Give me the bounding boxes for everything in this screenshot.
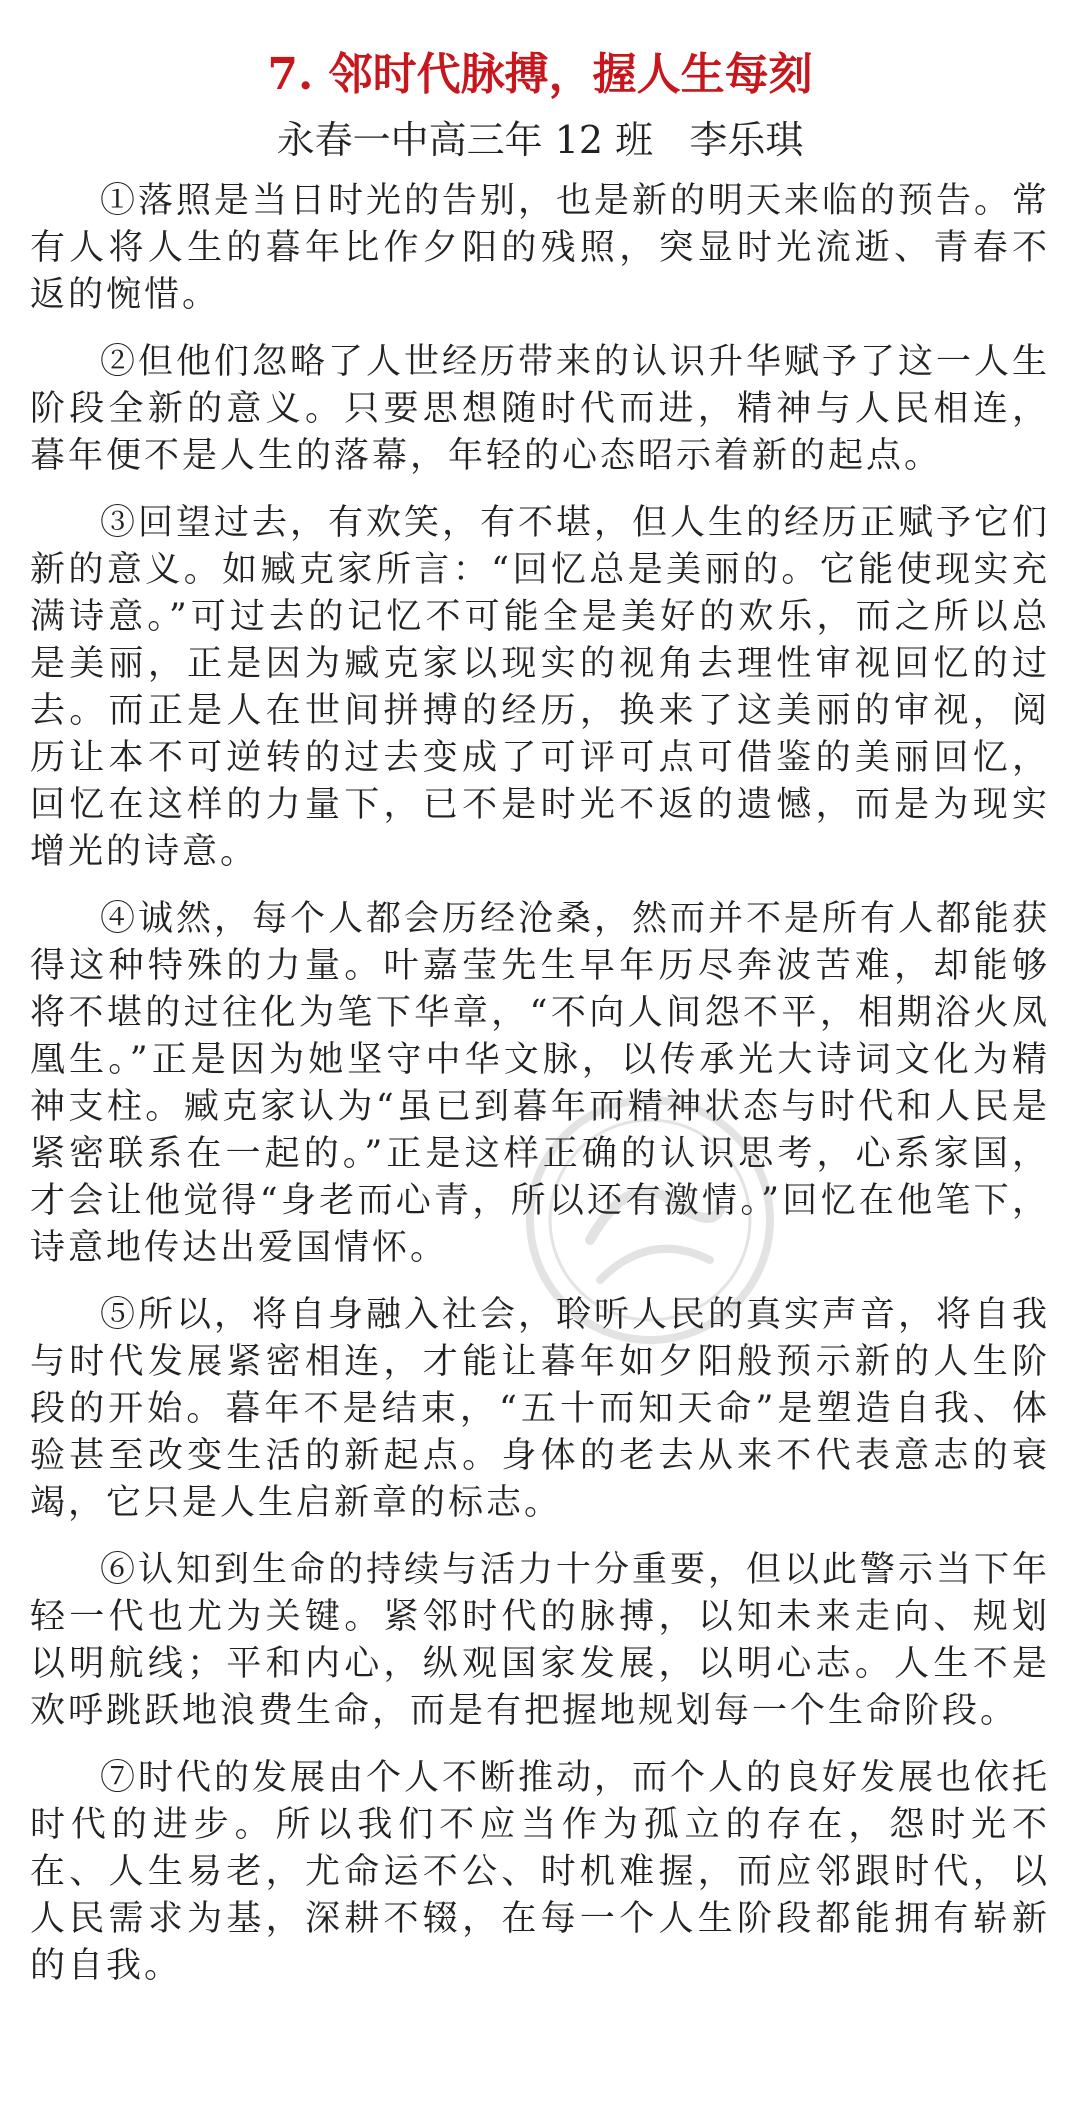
article-author-line: 永春一中高三年 12 班 李乐琪: [276, 118, 804, 162]
paragraph-4: ④诚然，每个人都会历经沧桑，然而并不是所有人都能获得这种特殊的力量。叶嘉莹先生早年历尽奔波苦难，却能够将不堪的过往化为笔下华章，“不向人间怨不平，相期浴火凤凰生。”正是因为她坚守中华文脉，以传承光大诗词文化为精神支柱。臧克家认为“虽已到暮年而精神状态与时代和人民是紧密联系在一起的。”正是这样正确的认识思考，心系家国，才会让他觉得“身老而心青，所以还有激情。”回忆在他笔下，诗意地传达出爱国情怀。: [30, 899, 1051, 1268]
paragraph-3: ③回望过去，有欢笑，有不堪，但人生的经历正赋予它们新的意义。如臧克家所言：“回忆总是美丽的。它能使现实充满诗意。”可过去的记忆不可能全是美好的欢乐，而之所以总是美丽，正是因为臧克家以现实的视角去理性审视回忆的过去。而正是人在世间拼搏的经历，换来了这美丽的审视，阅历让本不可逆转的过去变成了可评可点可借鉴的美丽回忆，回忆在这样的力量下，已不是时光不返的遗憾，而是为现实增光的诗意。: [30, 503, 1051, 872]
paragraph-7: ⑦时代的发展由个人不断推动，而个人的良好发展也依托时代的进步。所以我们不应当作为孤立的存在，怨时光不在、人生易老，尤命运不公、时机难握，而应邻跟时代，以人民需求为基，深耕不辍，在每一个人生阶段都能拥有崭新的自我。: [30, 1758, 1051, 1986]
paragraph-2: ②但他们忽略了人世经历带来的认识升华赋予了这一人生阶段全新的意义。只要思想随时代而进，精神与人民相连，暮年便不是人生的落幕，年轻的心态昭示着新的起点。: [30, 342, 1051, 476]
article-title: 7. 邻时代脉搏，握人生每刻: [267, 49, 813, 100]
paragraph-1: ①落照是当日时光的告别，也是新的明天来临的预告。常有人将人生的暮年比作夕阳的残照，突显时光流逝、青春不返的惋惜。: [30, 181, 1051, 315]
paragraph-6: ⑥认知到生命的持续与活力十分重要，但以此警示当下年轻一代也尤为关键。紧邻时代的脉搏，以知未来走向、规划以明航线；平和内心，纵观国家发展，以明心志。人生不是欢呼跳跃地浪费生命，而是有把握地规划每一个生命阶段。: [30, 1550, 1051, 1731]
paragraph-5: ⑤所以，将自身融入社会，聆听人民的真实声音，将自我与时代发展紧密相连，才能让暮年如夕阳般预示新的人生阶段的开始。暮年不是结束，“五十而知天命”是塑造自我、体验甚至改变生活的新起点。身体的老去从来不代表意志的衰竭，它只是人生启新章的标志。: [30, 1295, 1051, 1523]
